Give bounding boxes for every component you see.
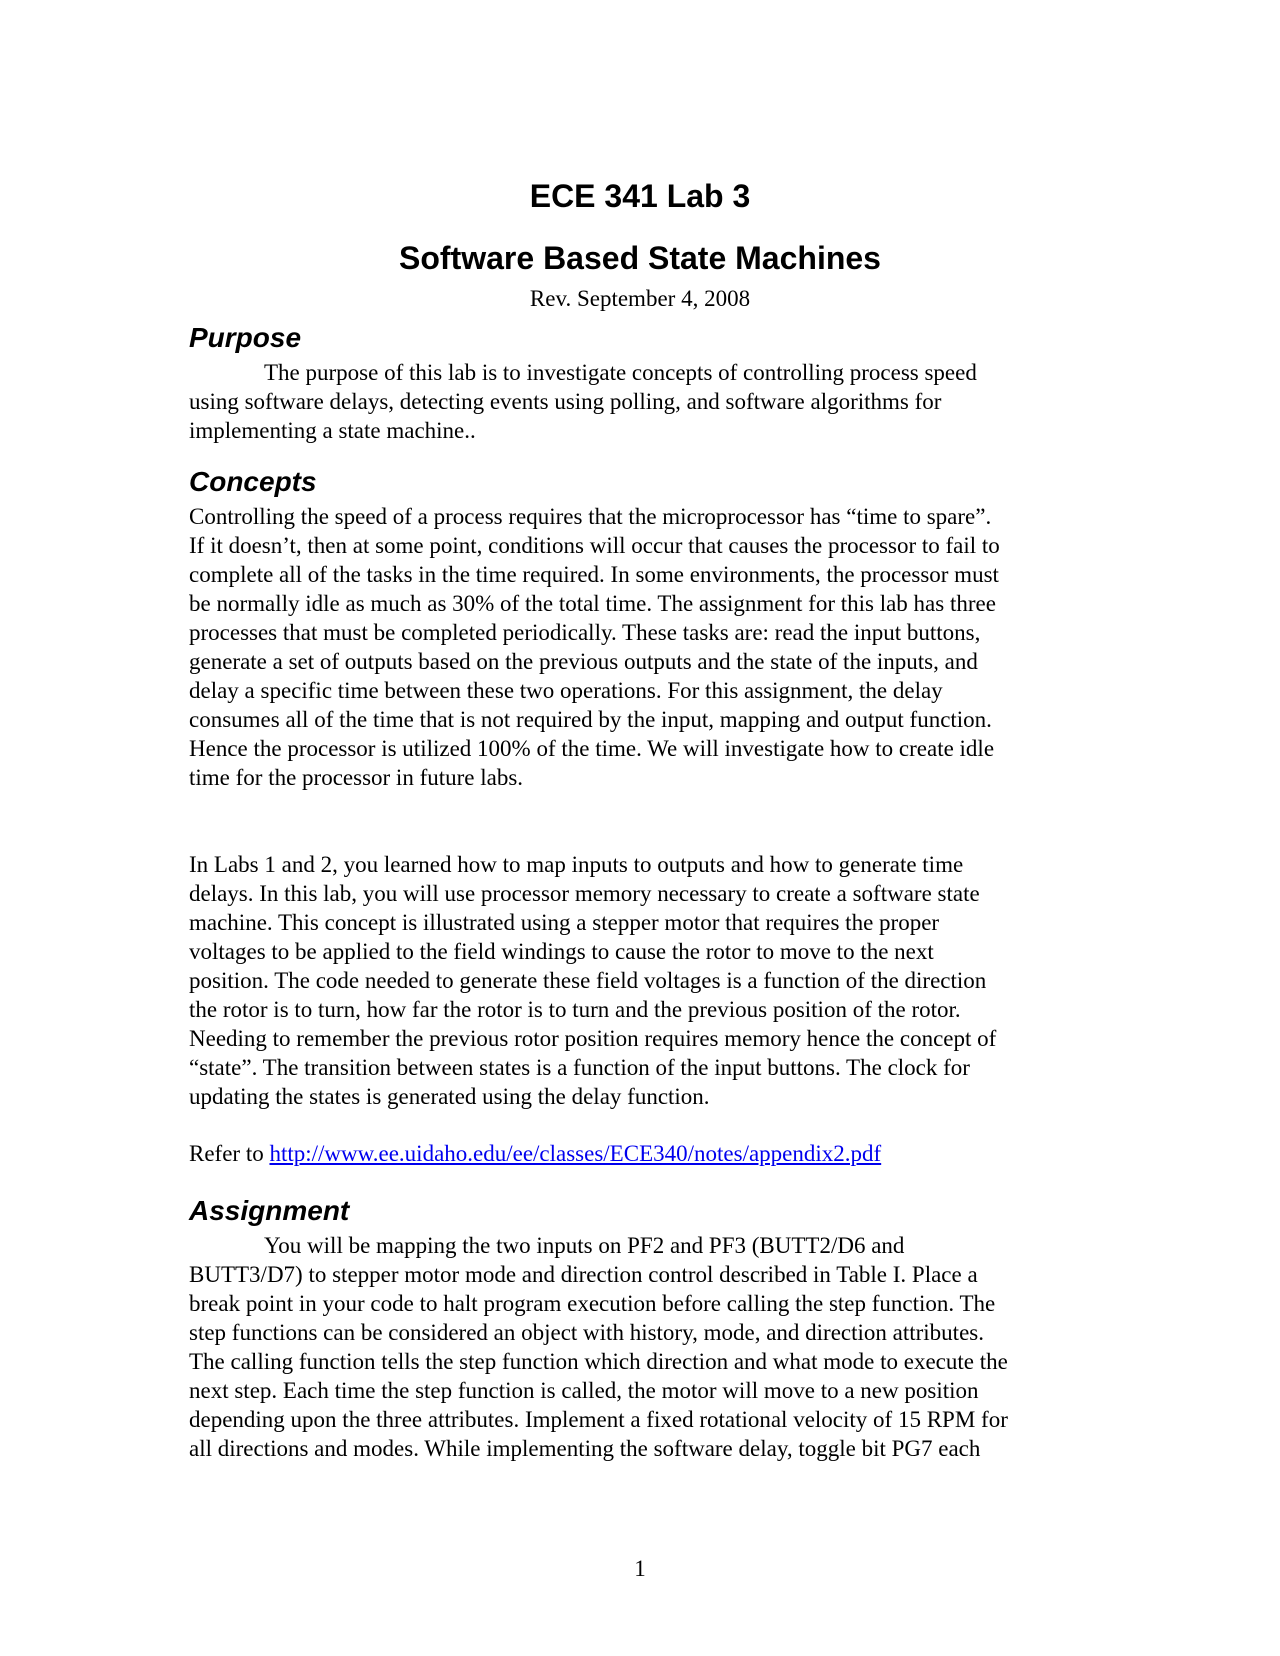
text-line: Hence the processor is utilized 100% of the time. We will investigate how to create idle <box>189 736 995 761</box>
text-line: The purpose of this lab is to investigate concepts of controlling process speed <box>264 360 977 385</box>
concepts-paragraph-1 <box>189 502 1089 792</box>
concepts-paragraph-2 <box>189 850 1089 1111</box>
text-line: using software delays, detecting events using polling, and software algorithms for <box>189 389 942 414</box>
text-line: delays. In this lab, you will use processor memory necessary to create a software state <box>189 881 980 906</box>
text-line: be normally idle as much as 30% of the total time. The assignment for this lab has three <box>189 591 996 616</box>
text-line: voltages to be applied to the field windings to cause the rotor to move to the next <box>189 939 934 964</box>
text-line: processes that must be completed periodically. These tasks are: read the input buttons, <box>189 620 981 645</box>
refer-prefix: Refer to <box>189 1141 270 1166</box>
text-line: time for the processor in future labs. <box>189 765 524 790</box>
appendix-link[interactable]: http://www.ee.uidaho.edu/ee/classes/ECE340/notes/appendix2.pdf <box>269 1141 882 1166</box>
text-line: consumes all of the time that is not required by the input, mapping and output function. <box>189 707 992 732</box>
text-line: break point in your code to halt program execution before calling the step function. The <box>189 1291 996 1316</box>
text-line: the rotor is to turn, how far the rotor is to turn and the previous position of the rotor. <box>189 997 961 1022</box>
text-line: In Labs 1 and 2, you learned how to map inputs to outputs and how to generate time <box>189 852 964 877</box>
refer-paragraph <box>189 1139 1089 1168</box>
page-number: 1 <box>634 1556 646 1581</box>
text-line: Controlling the speed of a process requires that the microprocessor has “time to spare”. <box>189 504 992 529</box>
assignment-paragraph <box>189 1231 1089 1463</box>
text-line: Needing to remember the previous rotor position requires memory hence the concept of <box>189 1026 997 1051</box>
text-line: depending upon the three attributes. Implement a fixed rotational velocity of 15 RPM for <box>189 1407 1008 1432</box>
text-line: machine. This concept is illustrated using a stepper motor that requires the proper <box>189 910 940 935</box>
text-line: You will be mapping the two inputs on PF2 and PF3 (BUTT2/D6 and <box>264 1233 905 1258</box>
text-line: The calling function tells the step function which direction and what mode to execute the <box>189 1349 1008 1374</box>
text-line: delay a specific time between these two operations. For this assignment, the delay <box>189 678 943 703</box>
text-line: generate a set of outputs based on the previous outputs and the state of the inputs, and <box>189 649 978 674</box>
revision-date: Rev. September 4, 2008 <box>529 286 751 311</box>
text-line: all directions and modes. While implementing the software delay, toggle bit PG7 each <box>189 1436 981 1461</box>
purpose-paragraph <box>189 358 1089 445</box>
text-line: “state”. The transition between states is a function of the input buttons. The clock for <box>189 1055 970 1080</box>
refer-line <box>189 1139 1089 1168</box>
text-line: complete all of the tasks in the time required. In some environments, the processor must <box>189 562 999 587</box>
text-line: implementing a state machine.. <box>189 418 476 443</box>
assignment-heading: Assignment <box>189 1195 350 1226</box>
concepts-heading: Concepts <box>189 466 317 497</box>
document-title: ECE 341 Lab 3 <box>529 178 751 214</box>
text-line: updating the states is generated using the delay function. <box>189 1084 710 1109</box>
text-line: next step. Each time the step function is called, the motor will move to a new position <box>189 1378 979 1403</box>
text-line: step functions can be considered an object with history, mode, and direction attributes. <box>189 1320 984 1345</box>
text-line: If it doesn’t, then at some point, conditions will occur that causes the processor to fail to <box>189 533 1000 558</box>
text-line: BUTT3/D7) to stepper motor mode and direction control described in Table I. Place a <box>189 1262 978 1287</box>
text-line: position. The code needed to generate these field voltages is a function of the direction <box>189 968 987 993</box>
document-subtitle: Software Based State Machines <box>399 240 881 276</box>
purpose-heading: Purpose <box>189 322 302 353</box>
